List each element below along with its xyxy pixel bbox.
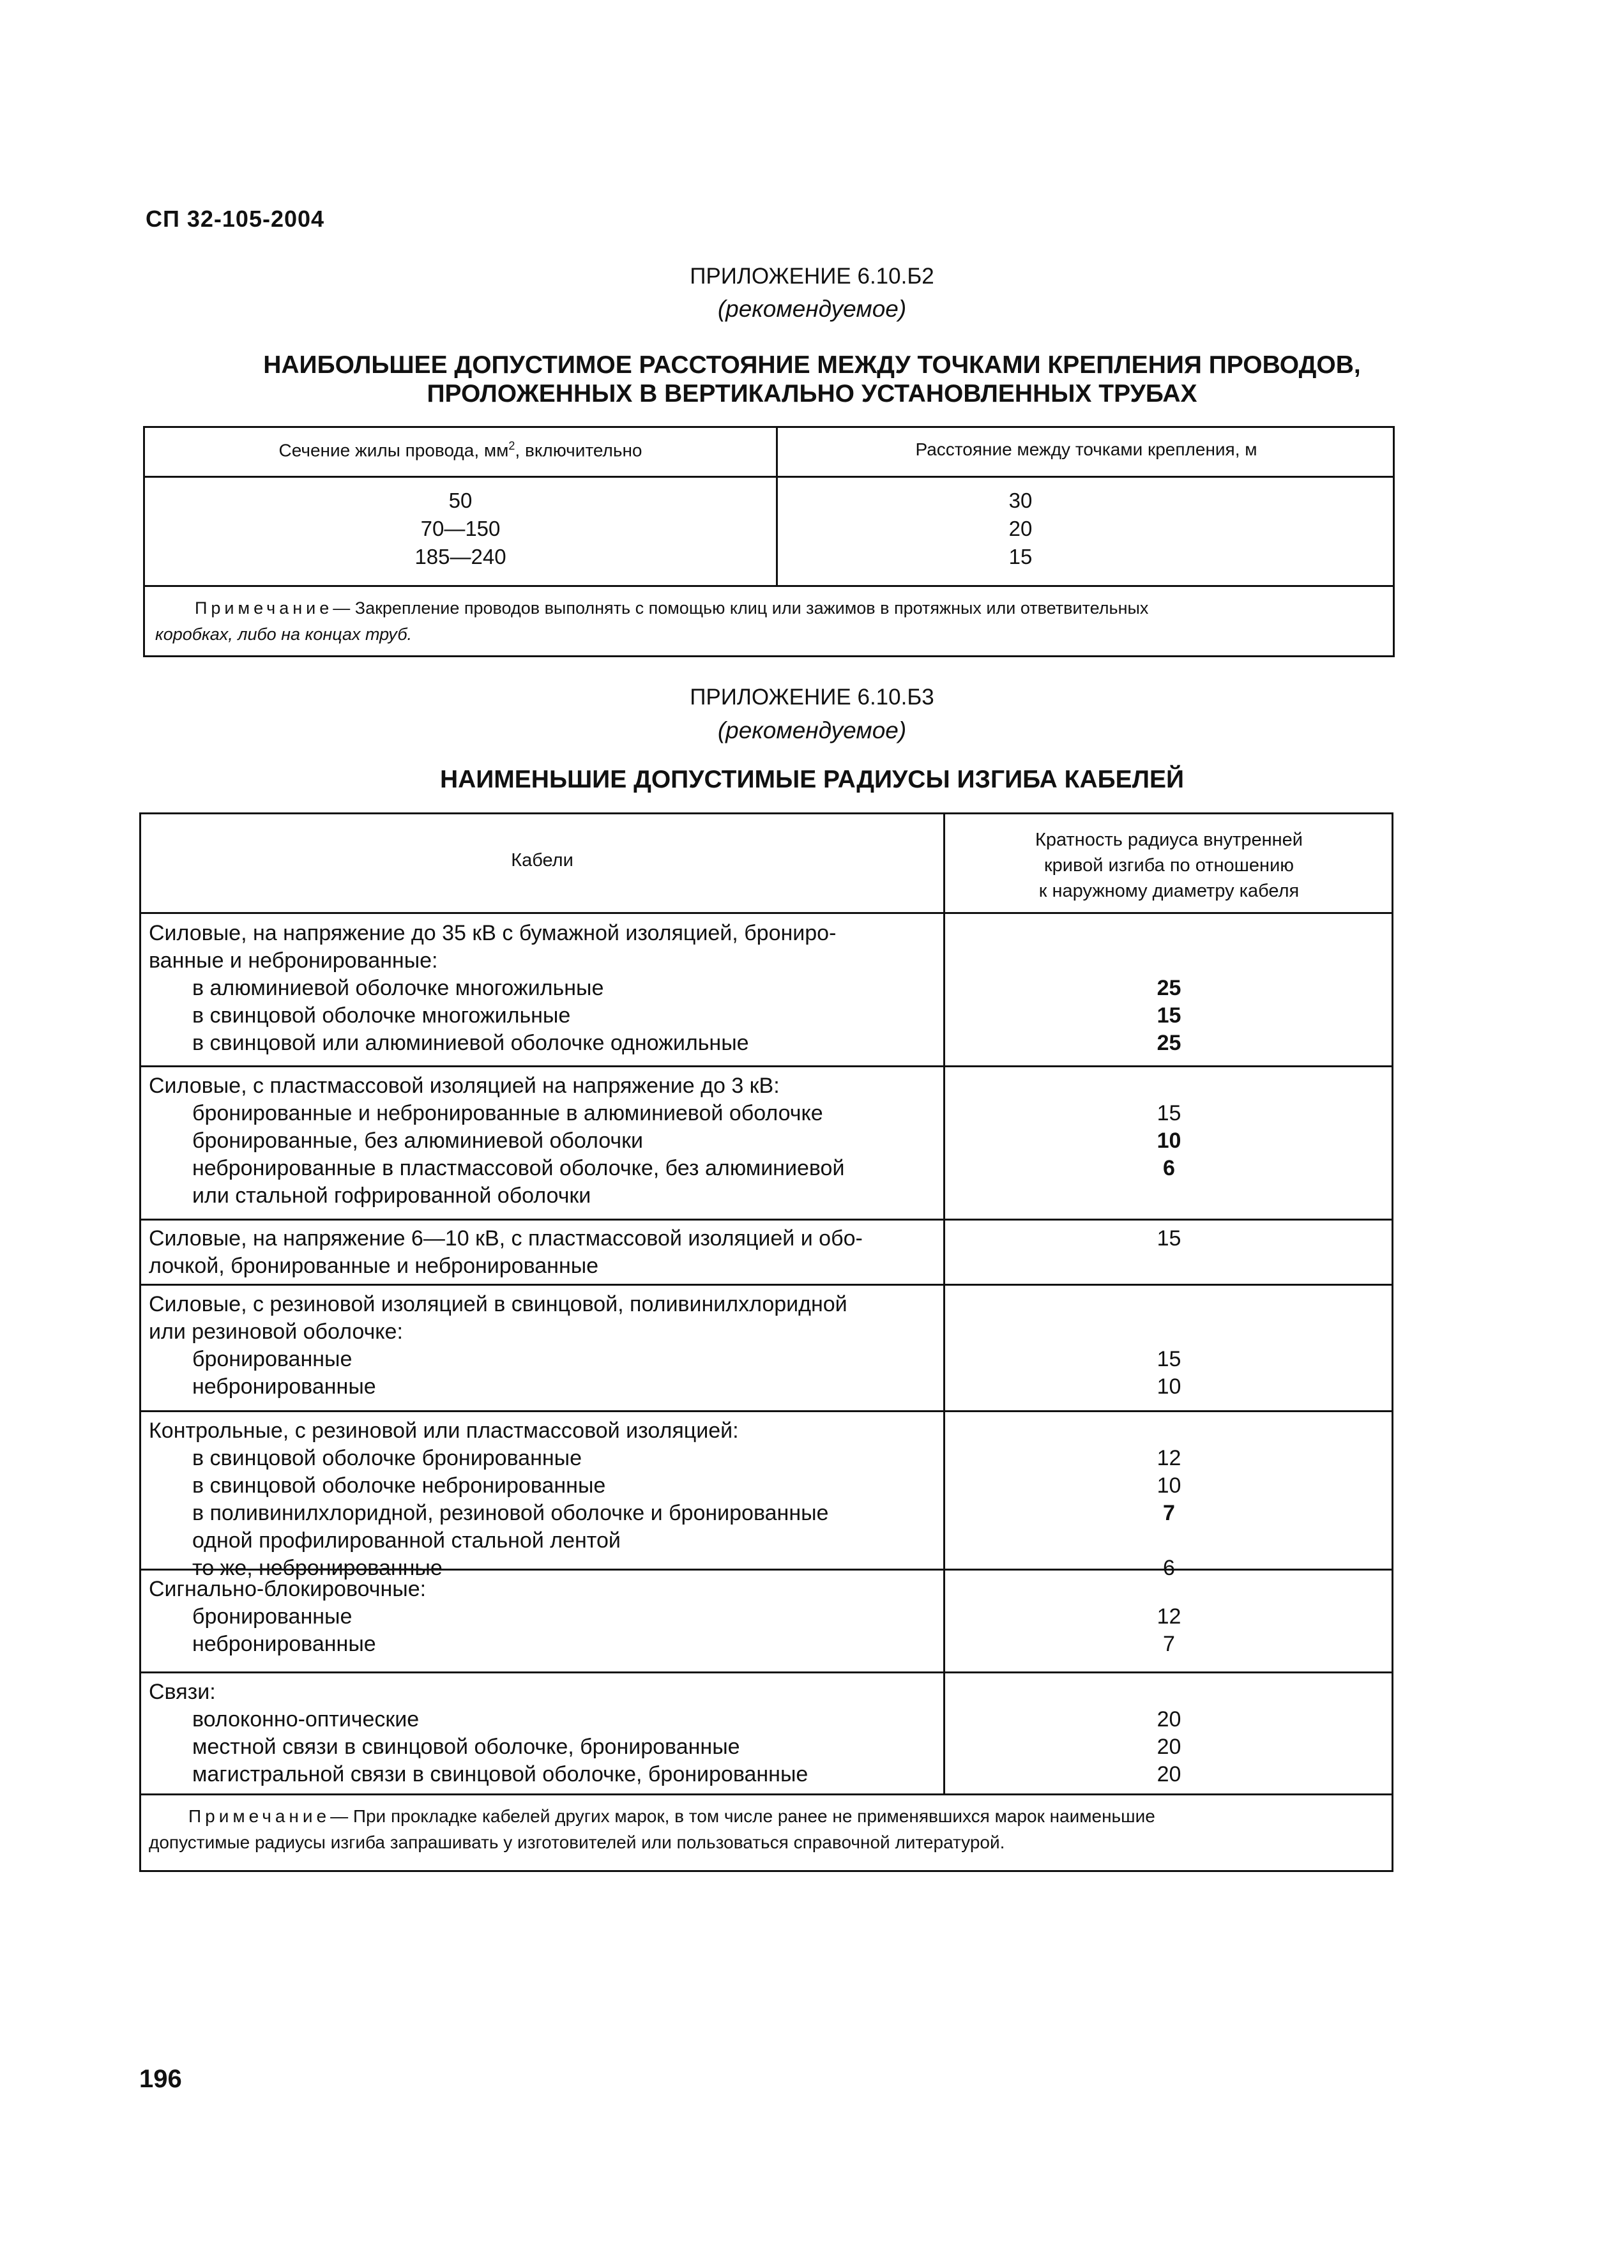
table-note: Примечание— При прокладке кабелей других марок, в том числе ранее не применявшихся марок наименьшие допустимые радиусы изгиба запрашивать у изготовителей или пользоваться справочной литературой. [149,1806,1155,1852]
row-divider [141,1065,1392,1067]
ratio-values-control: 12 10 7 6 [1157,1446,1181,1580]
col-header-section: Сечение жилы провода, $мм^2$, включительно [278,439,642,460]
note-label: Примечание [195,598,333,618]
ratio-values-power-paper: 25 15 25 [1157,976,1181,1055]
table-cell: 50 [448,489,473,512]
table-cell: 70—150 [420,517,501,540]
appendix-2-title: НАИМЕНЬШИЕ ДОПУСТИМЫЕ РАДИУСЫ ИЗГИБА КАБЕЛЕЙ [439,766,1185,793]
table-cell: 15 [1008,545,1033,568]
row-divider [141,1219,1392,1221]
table-cell: 20 [1008,517,1033,540]
bend-radius-table [139,812,1393,1872]
cable-group-control: Контрольные, с резиновой или пластмассовой изоляцией: в свинцовой оболочке бронированные в свинцовой оболочке небронированные в поливинилхлоридной, резиновой оболочке и бронированные одной профилированной стальной лентой то же, небронированные [149,1419,829,1580]
row-divider [141,1410,1392,1412]
ratio-values-power-rubber: 15 10 [1157,1347,1181,1399]
wire-fastening-table [143,426,1395,657]
table-cell: 185—240 [414,545,506,568]
table-cell: 30 [1008,489,1033,512]
header-divider [145,476,1393,478]
distance-values [778,487,1263,571]
cable-group-communication: Связи: волоконно-оптические местной связи в свинцовой оболочке, бронированные магистральной связи в свинцовой оболочке, бронированные [149,1680,808,1786]
appendix-2-subheading: (рекомендуемое) [717,717,907,743]
col-header-cables: Кабели [511,850,573,871]
appendix-1-subheading: (рекомендуемое) [717,296,907,322]
row-divider [141,1284,1392,1286]
ratio-values-communication: 20 20 20 [1157,1707,1181,1786]
row-divider [141,912,1392,914]
note-divider [141,1793,1392,1795]
appendix-1-title-line-2: ПРОЛОЖЕННЫХ В ВЕРТИКАЛЬНО УСТАНОВЛЕННЫХ ТРУБАХ [427,379,1197,407]
appendix-2-heading: ПРИЛОЖЕНИЕ 6.10.Б3 [690,685,934,710]
appendix-1-title-line-1: НАИБОЛЬШЕЕ ДОПУСТИМОЕ РАССТОЯНИЕ МЕЖДУ ТОЧКАМИ КРЕПЛЕНИЯ ПРОВОДОВ, [263,351,1361,379]
cable-group-power-plastic-3kv: Силовые, с пластмассовой изоляцией на напряжение до 3 кВ: бронированные и небронированные в алюминиевой оболочке бронированные, без алюминиевой оболочки небронированные в пластмассовой оболочке, без алюминиевой или стальной гофрированной оболочки [149,1074,845,1208]
ratio-values-power-6-10kv: 15 [1157,1226,1181,1251]
section-values [145,487,776,571]
ratio-values-power-plastic-3kv: 15 10 6 [1157,1101,1181,1180]
cable-group-power-paper: Силовые, на напряжение до 35 кВ с бумажной изоляцией, брониро- ванные и небронированные: в алюминиевой оболочке многожильные в свинцовой оболочке многожильные в свинцовой или алюминиевой оболочке одножильные [149,921,837,1055]
table-note: Примечание— Закрепление проводов выполнять с помощью клиц или зажимов в протяжных или ответвительных коробках, либо на концах труб. [155,598,1149,644]
appendix-1-heading: ПРИЛОЖЕНИЕ 6.10.Б2 [690,264,934,289]
col-header-radius-ratio: Кратность радиуса внутренней кривой изгиба по отношению к наружному диаметру кабеля [1035,830,1303,901]
col-header-distance: Расстояние между точками крепления, м [915,439,1257,459]
cable-group-power-rubber: Силовые, с резиновой изоляцией в свинцовой, поливинилхлоридной или резиновой оболочке: бронированные небронированные [149,1292,847,1399]
appendix-1-title [0,351,1624,409]
document-code: СП 32-105-2004 [146,206,325,232]
page-number: 196 [139,2065,182,2093]
note-divider [145,585,1393,587]
cable-group-signal-blocking: Сигнально-блокировочные: бронированные небронированные [149,1577,427,1656]
ratio-values-signal-blocking: 12 7 [1157,1604,1181,1656]
note-label: Примечание [188,1806,331,1826]
cable-group-power-6-10kv: Силовые, на напряжение 6—10 кВ, с пластмассовой изоляцией и обо- лочкой, бронированные и небронированные [149,1226,863,1278]
row-divider [141,1671,1392,1673]
